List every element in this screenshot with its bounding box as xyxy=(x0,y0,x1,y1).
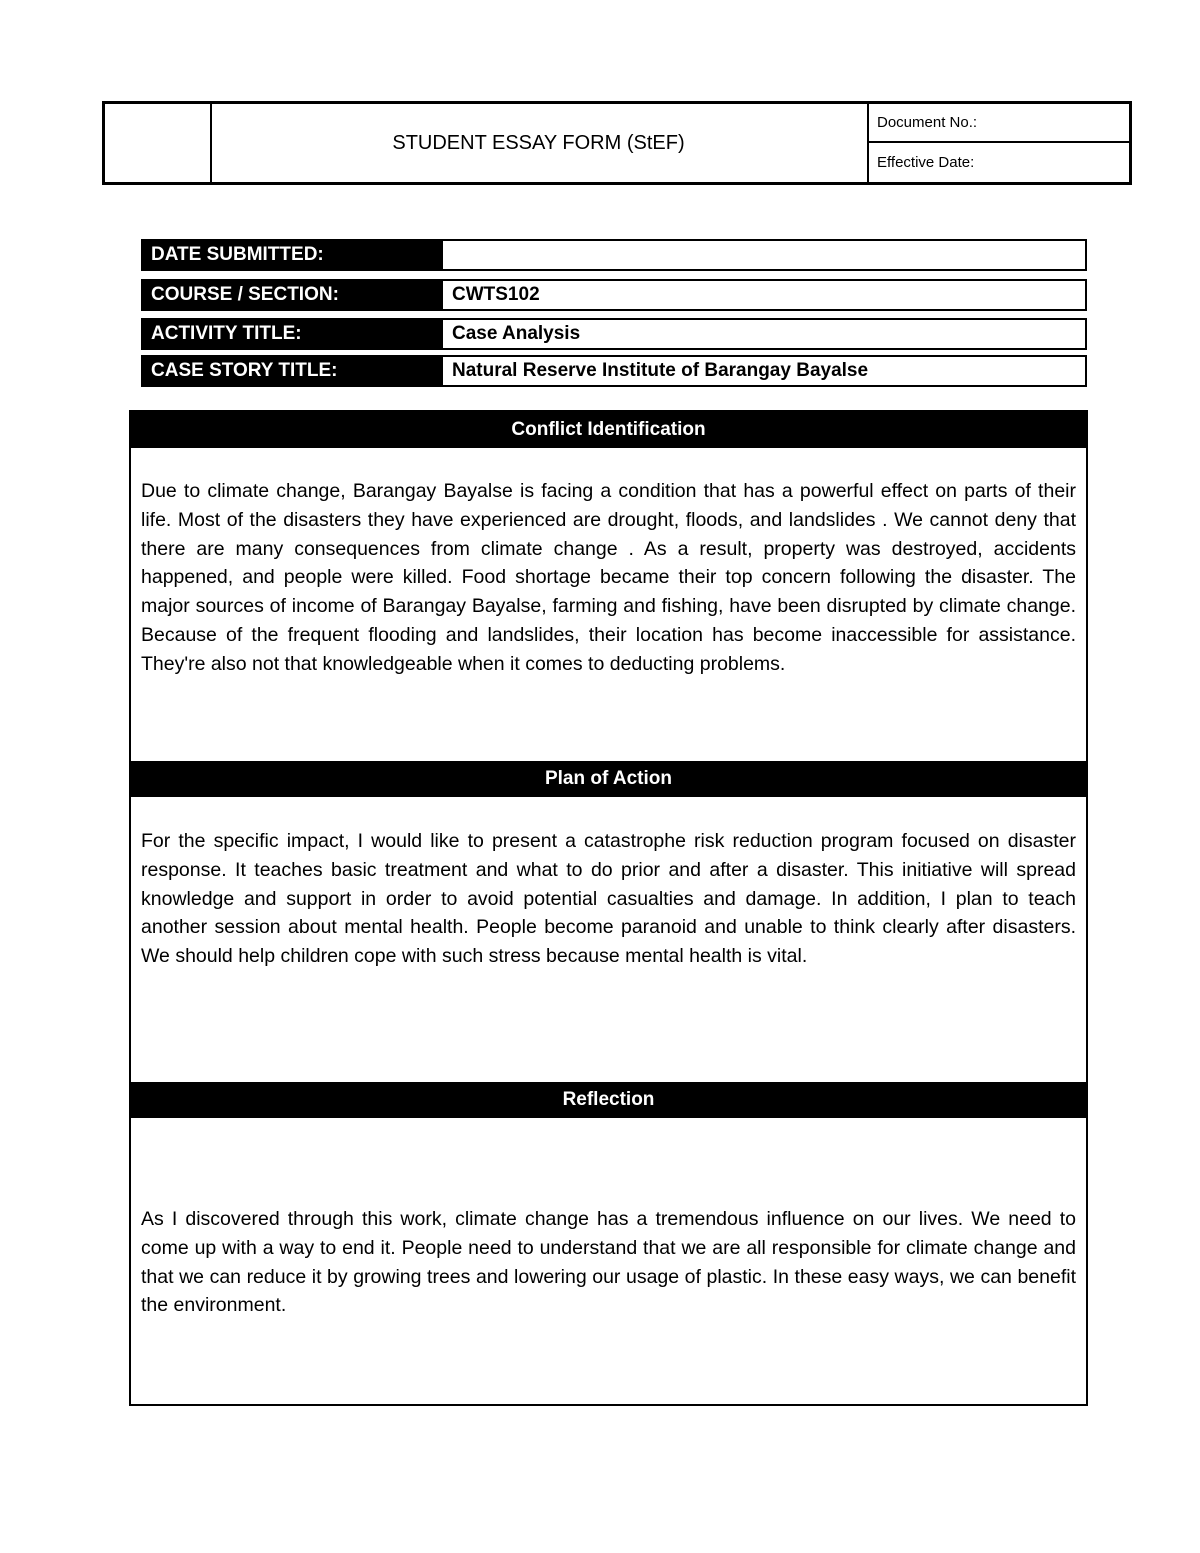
effective-date-label: Effective Date: xyxy=(877,154,975,171)
plan-of-action-heading: Plan of Action xyxy=(129,761,1088,797)
reflection-text: As I discovered through this work, climate change has a tremendous influence on our lives. We need to come up with a way to end it. People need to understand that we are all responsible for climate change and that we can reduce it by growing trees and lowering our usage of plastic. In these easy ways, we can benefit the environment. xyxy=(141,1208,1076,1317)
document-no-label: Document No.: xyxy=(867,104,1129,143)
date-submitted-value xyxy=(441,239,1087,271)
activity-title-value: Case Analysis xyxy=(441,318,1087,350)
case-story-title-value: Natural Reserve Institute of Barangay Bayalse xyxy=(441,355,1087,387)
activity-title-label: ACTIVITY TITLE: xyxy=(141,318,443,350)
course-section-value: CWTS102 xyxy=(441,279,1087,311)
document-meta xyxy=(867,104,1129,182)
course-section-label: COURSE / SECTION: xyxy=(141,279,443,311)
case-story-title-label: CASE STORY TITLE: xyxy=(141,355,443,387)
reflection-heading: Reflection xyxy=(129,1082,1088,1118)
date-submitted-label: DATE SUBMITTED: xyxy=(141,239,443,271)
conflict-identification-heading: Conflict Identification xyxy=(129,411,1088,448)
form-title: STUDENT ESSAY FORM (StEF) xyxy=(210,104,869,182)
conflict-identification-text: Due to climate change, Barangay Bayalse is facing a condition that has a powerful effect on parts of their life. Most of the disasters they have experienced are drought, floods, and landslides . We cannot deny that there are many consequences from climate change . As a result, property was destroyed, accidents happened, and people were killed. Food shortage became their top concern following the disaster. The major sources of income of Barangay Bayalse, farming and fishing, have been disrupted by climate change. Because of the frequent flooding and landslides, their location has become inaccessible for assistance. They're also not that knowledgeable when it comes to deducting problems. xyxy=(141,480,1076,675)
plan-of-action-text: For the specific impact, I would like to present a catastrophe risk reduction program focused on disaster response. It teaches basic treatment and what to do prior and after a disaster. This initiative will spread knowledge and support in order to avoid potential casualties and damage. In addition, I plan to teach another session about mental health. People become paranoid and unable to think clearly after disasters. We should help children cope with such stress because mental health is vital. xyxy=(141,830,1076,968)
form-header xyxy=(102,101,1132,185)
logo-cell xyxy=(105,104,212,182)
